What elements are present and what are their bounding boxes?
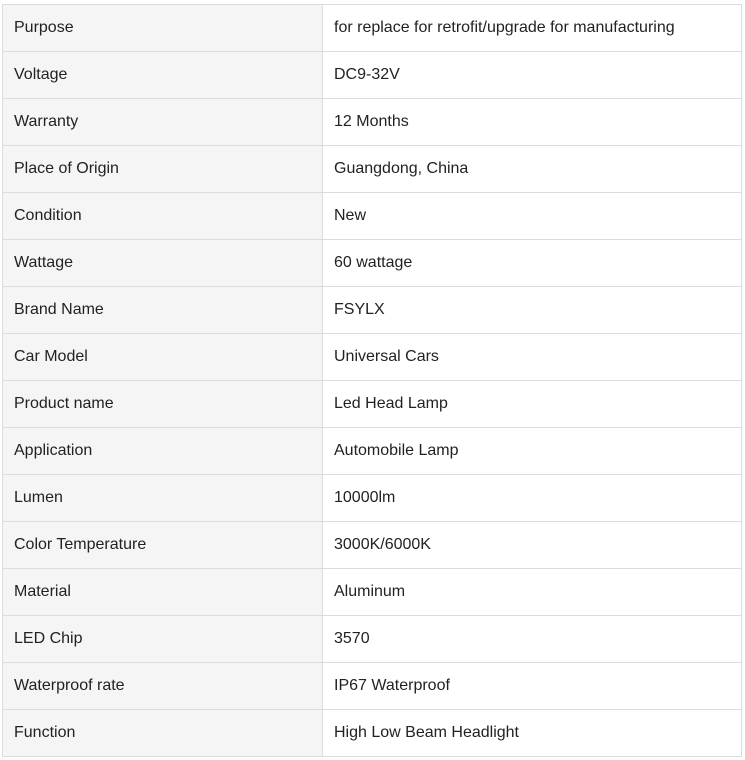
table-row: [3, 193, 742, 240]
table-row: [3, 522, 742, 569]
spec-table: [2, 4, 742, 757]
table-row: [3, 616, 742, 663]
table-row: [3, 569, 742, 616]
spec-key-product-name: Product name: [3, 381, 323, 428]
spec-key-material: Material: [3, 569, 323, 616]
table-row: [3, 52, 742, 99]
spec-value-brand-name: FSYLX: [323, 287, 742, 334]
table-row: [3, 146, 742, 193]
spec-key-color-temperature: Color Temperature: [3, 522, 323, 569]
spec-value-function: High Low Beam Headlight: [323, 710, 742, 757]
spec-value-voltage: DC9-32V: [323, 52, 742, 99]
spec-value-lumen: 10000lm: [323, 475, 742, 522]
table-row: [3, 5, 742, 52]
table-row: [3, 428, 742, 475]
spec-value-wattage: 60 wattage: [323, 240, 742, 287]
spec-key-brand-name: Brand Name: [3, 287, 323, 334]
table-row: [3, 99, 742, 146]
spec-key-waterproof-rate: Waterproof rate: [3, 663, 323, 710]
table-row: [3, 663, 742, 710]
spec-value-color-temperature: 3000K/6000K: [323, 522, 742, 569]
spec-key-function: Function: [3, 710, 323, 757]
spec-value-warranty: 12 Months: [323, 99, 742, 146]
spec-key-application: Application: [3, 428, 323, 475]
spec-key-place-of-origin: Place of Origin: [3, 146, 323, 193]
spec-key-car-model: Car Model: [3, 334, 323, 381]
spec-key-purpose: Purpose: [3, 5, 323, 52]
spec-value-place-of-origin: Guangdong, China: [323, 146, 742, 193]
spec-key-led-chip: LED Chip: [3, 616, 323, 663]
spec-key-condition: Condition: [3, 193, 323, 240]
spec-value-product-name: Led Head Lamp: [323, 381, 742, 428]
spec-value-car-model: Universal Cars: [323, 334, 742, 381]
table-row: [3, 287, 742, 334]
table-row: [3, 710, 742, 757]
spec-value-purpose: for replace for retrofit/upgrade for manufacturing: [323, 5, 742, 52]
spec-key-voltage: Voltage: [3, 52, 323, 99]
spec-value-condition: New: [323, 193, 742, 240]
table-row: [3, 381, 742, 428]
spec-value-material: Aluminum: [323, 569, 742, 616]
table-row: [3, 475, 742, 522]
spec-value-waterproof-rate: IP67 Waterproof: [323, 663, 742, 710]
spec-value-led-chip: 3570: [323, 616, 742, 663]
spec-key-wattage: Wattage: [3, 240, 323, 287]
spec-value-application: Automobile Lamp: [323, 428, 742, 475]
table-row: [3, 334, 742, 381]
spec-key-lumen: Lumen: [3, 475, 323, 522]
spec-key-warranty: Warranty: [3, 99, 323, 146]
table-row: [3, 240, 742, 287]
